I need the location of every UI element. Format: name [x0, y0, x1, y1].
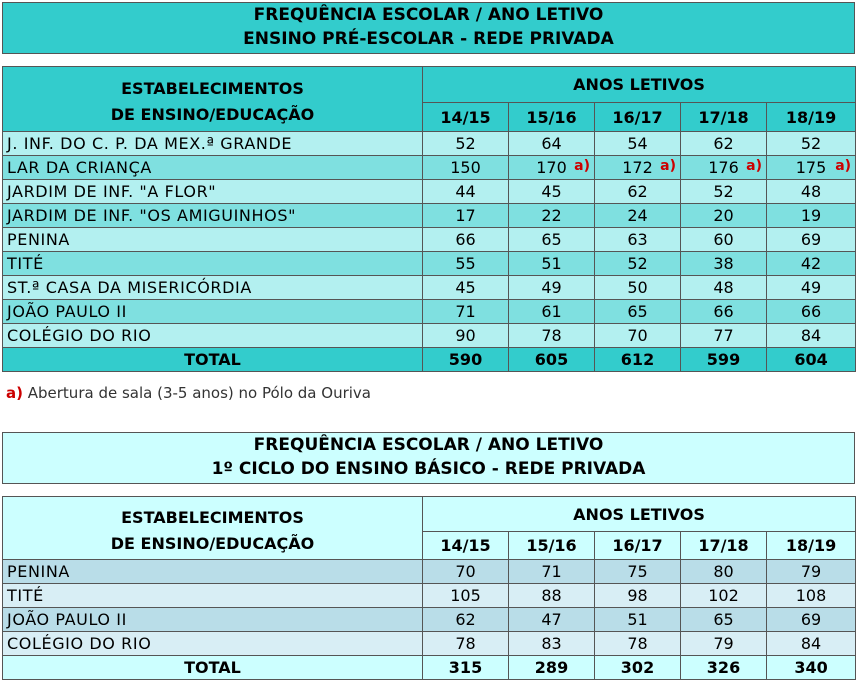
attendance-value-cell	[767, 276, 856, 300]
attendance-value: 62	[455, 610, 476, 629]
attendance-value-wrap	[425, 562, 506, 581]
table1-header-line1: ESTABELECIMENTOS	[121, 79, 304, 98]
total-value: 612	[595, 348, 681, 372]
table1-title-box	[2, 2, 855, 54]
attendance-value: 69	[800, 610, 822, 629]
attendance-value-cell	[767, 180, 856, 204]
table2-header-line1: ESTABELECIMENTOS	[121, 508, 304, 527]
table1-year-header: 18/19	[767, 103, 856, 132]
attendance-value: 48	[800, 182, 822, 201]
attendance-value: 54	[627, 134, 648, 153]
attendance-value: 71	[541, 562, 562, 581]
attendance-value-wrap	[425, 182, 506, 201]
attendance-value-cell	[509, 276, 595, 300]
attendance-value: 66	[713, 302, 734, 321]
attendance-value-wrap	[769, 586, 853, 605]
attendance-value-wrap	[683, 278, 764, 297]
attendance-value-wrap	[425, 158, 506, 177]
table-row	[3, 276, 856, 300]
attendance-value-wrap	[511, 182, 592, 201]
total-value: 605	[509, 348, 595, 372]
attendance-value-wrap	[769, 134, 853, 153]
table-row	[3, 300, 856, 324]
attendance-value-cell	[681, 632, 767, 656]
attendance-value-wrap	[597, 610, 678, 629]
attendance-value-wrap	[683, 206, 764, 225]
attendance-value-cell	[509, 180, 595, 204]
attendance-value-wrap	[425, 278, 506, 297]
attendance-value-wrap	[511, 302, 592, 321]
attendance-value-wrap	[597, 278, 678, 297]
attendance-value-cell	[681, 228, 767, 252]
attendance-value-cell	[681, 204, 767, 228]
attendance-value-wrap	[425, 326, 506, 345]
attendance-value: 98	[627, 586, 648, 605]
attendance-value-cell	[423, 608, 509, 632]
attendance-value-wrap	[425, 206, 506, 225]
attendance-value: 78	[541, 326, 562, 345]
attendance-value-cell	[681, 300, 767, 324]
attendance-value-wrap	[597, 326, 678, 345]
table2-header-school-years: ANOS LETIVOS	[423, 497, 856, 532]
attendance-value-wrap	[597, 134, 678, 153]
attendance-value: 105	[450, 586, 481, 605]
table2-title-box	[2, 432, 855, 484]
attendance-value: 90	[455, 326, 476, 345]
attendance-value-wrap	[683, 134, 764, 153]
attendance-value: 65	[541, 230, 562, 249]
attendance-value-cell	[681, 132, 767, 156]
attendance-value-cell	[681, 324, 767, 348]
attendance-value-wrap	[597, 158, 678, 177]
attendance-value: 83	[541, 634, 562, 653]
attendance-value-wrap	[425, 634, 506, 653]
attendance-value: 84	[800, 634, 822, 653]
establishment-name: TITÉ	[3, 252, 423, 276]
attendance-value: 108	[795, 586, 827, 605]
attendance-value: 52	[713, 182, 734, 201]
attendance-value: 48	[713, 278, 734, 297]
total-value: 599	[681, 348, 767, 372]
attendance-value: 62	[713, 134, 734, 153]
total-row	[3, 348, 856, 372]
establishment-name: LAR DA CRIANÇA	[3, 156, 423, 180]
attendance-value-cell	[423, 252, 509, 276]
attendance-value: 17	[455, 206, 476, 225]
attendance-value-cell	[423, 632, 509, 656]
attendance-value-wrap	[511, 562, 592, 581]
attendance-value: 75	[627, 562, 648, 581]
attendance-value-cell	[423, 156, 509, 180]
attendance-value: 22	[541, 206, 562, 225]
establishment-name: PENINA	[3, 228, 423, 252]
attendance-value: 50	[627, 278, 648, 297]
attendance-value: 78	[455, 634, 476, 653]
attendance-value-cell	[681, 608, 767, 632]
attendance-value-cell	[595, 608, 681, 632]
attendance-value-cell	[595, 252, 681, 276]
attendance-value-wrap	[511, 610, 592, 629]
attendance-value-wrap	[769, 254, 853, 273]
attendance-value: 172	[622, 158, 653, 177]
attendance-value: 80	[713, 562, 734, 581]
attendance-value-cell	[595, 204, 681, 228]
establishment-name: J. INF. DO C. P. DA MEX.ª GRANDE	[3, 132, 423, 156]
attendance-value-wrap	[597, 254, 678, 273]
attendance-value-cell	[767, 300, 856, 324]
attendance-value: 65	[713, 610, 734, 629]
table1-header-line2: DE ENSINO/EDUCAÇÃO	[110, 105, 315, 124]
attendance-value: 62	[627, 182, 648, 201]
establishment-name: TITÉ	[3, 584, 423, 608]
attendance-value: 78	[627, 634, 648, 653]
attendance-value-cell	[509, 156, 595, 180]
table-row	[3, 632, 856, 656]
attendance-value-wrap	[511, 206, 592, 225]
attendance-value-wrap	[683, 230, 764, 249]
table-row	[3, 132, 856, 156]
attendance-value-cell	[595, 560, 681, 584]
attendance-value-cell	[681, 276, 767, 300]
attendance-value-wrap	[769, 206, 853, 225]
total-label: TOTAL	[3, 656, 423, 680]
attendance-value: 45	[541, 182, 562, 201]
total-label: TOTAL	[3, 348, 423, 372]
attendance-value-wrap	[597, 182, 678, 201]
attendance-value-wrap	[597, 586, 678, 605]
attendance-value-cell	[767, 204, 856, 228]
attendance-value: 52	[627, 254, 648, 273]
attendance-value-cell	[595, 180, 681, 204]
attendance-value: 70	[627, 326, 648, 345]
attendance-value-cell	[767, 252, 856, 276]
attendance-value-cell	[423, 228, 509, 252]
attendance-value-wrap	[683, 158, 764, 177]
attendance-value-cell	[595, 324, 681, 348]
attendance-value-wrap	[511, 278, 592, 297]
attendance-value-cell	[509, 632, 595, 656]
establishment-name: PENINA	[3, 560, 423, 584]
total-value: 315	[423, 656, 509, 680]
attendance-value-cell	[681, 180, 767, 204]
table2-title-line1: FREQUÊNCIA ESCOLAR / ANO LETIVO	[253, 435, 604, 455]
table2-header-line2: DE ENSINO/EDUCAÇÃO	[110, 534, 315, 553]
table2-year-header: 14/15	[423, 532, 509, 560]
attendance-value-wrap	[769, 302, 853, 321]
attendance-value-wrap	[511, 326, 592, 345]
attendance-value-wrap	[769, 230, 853, 249]
attendance-value: 66	[455, 230, 476, 249]
attendance-value-cell	[681, 252, 767, 276]
attendance-value-cell	[509, 228, 595, 252]
attendance-value-wrap	[683, 586, 764, 605]
attendance-value: 20	[713, 206, 734, 225]
establishment-name: ST.ª CASA DA MISERICÓRDIA	[3, 276, 423, 300]
attendance-value: 51	[541, 254, 562, 273]
attendance-value-wrap	[769, 278, 853, 297]
attendance-value: 65	[627, 302, 648, 321]
attendance-value-cell	[423, 300, 509, 324]
attendance-value-wrap	[597, 634, 678, 653]
table1-year-header: 17/18	[681, 103, 767, 132]
footnote	[6, 384, 371, 402]
table2-title-line2: 1º CICLO DO ENSINO BÁSICO - REDE PRIVADA	[211, 459, 646, 479]
footnote-reference: a)	[746, 158, 762, 174]
attendance-value-wrap	[597, 302, 678, 321]
attendance-value: 84	[800, 326, 822, 345]
table2-header-establishments	[3, 497, 423, 560]
establishment-name: JOÃO PAULO II	[3, 300, 423, 324]
attendance-value-wrap	[769, 634, 853, 653]
attendance-value-cell	[509, 560, 595, 584]
attendance-value: 77	[713, 326, 734, 345]
table-row	[3, 584, 856, 608]
attendance-value: 61	[541, 302, 562, 321]
attendance-value-wrap	[683, 182, 764, 201]
attendance-value-wrap	[683, 326, 764, 345]
table2-year-header: 16/17	[595, 532, 681, 560]
attendance-value: 175	[795, 158, 827, 177]
attendance-value-wrap	[683, 610, 764, 629]
attendance-value: 70	[455, 562, 476, 581]
attendance-value-wrap	[769, 326, 853, 345]
attendance-value-wrap	[425, 134, 506, 153]
attendance-value: 64	[541, 134, 562, 153]
table-row	[3, 204, 856, 228]
table1-header-establishments	[3, 67, 423, 132]
footnote-mark: a)	[6, 384, 23, 402]
total-value: 302	[595, 656, 681, 680]
attendance-value-cell	[509, 300, 595, 324]
establishment-name: COLÉGIO DO RIO	[3, 632, 423, 656]
attendance-value-wrap	[769, 562, 853, 581]
attendance-value-wrap	[683, 302, 764, 321]
attendance-value-cell	[767, 608, 856, 632]
attendance-value-cell	[767, 584, 856, 608]
attendance-value: 45	[455, 278, 476, 297]
attendance-value-cell	[509, 584, 595, 608]
establishment-name: JOÃO PAULO II	[3, 608, 423, 632]
attendance-value-cell	[509, 324, 595, 348]
attendance-value-wrap	[425, 610, 506, 629]
total-value: 604	[767, 348, 856, 372]
attendance-value-cell	[509, 252, 595, 276]
attendance-value-cell	[509, 132, 595, 156]
table-row	[3, 324, 856, 348]
table-row	[3, 560, 856, 584]
establishment-name: COLÉGIO DO RIO	[3, 324, 423, 348]
attendance-value-wrap	[425, 230, 506, 249]
attendance-value-wrap	[511, 158, 592, 177]
table-row	[3, 180, 856, 204]
establishment-name: JARDIM DE INF. "OS AMIGUINHOS"	[3, 204, 423, 228]
total-value: 326	[681, 656, 767, 680]
attendance-value: 19	[800, 206, 822, 225]
footnote-text: Abertura de sala (3-5 anos) no Pólo da Ouriva	[22, 384, 371, 402]
attendance-value-wrap	[683, 634, 764, 653]
table1-title-line2: ENSINO PRÉ-ESCOLAR - REDE PRIVADA	[243, 29, 614, 49]
attendance-value: 38	[713, 254, 734, 273]
total-value: 590	[423, 348, 509, 372]
table2-year-header: 18/19	[767, 532, 856, 560]
attendance-value-wrap	[683, 254, 764, 273]
attendance-value-cell	[767, 228, 856, 252]
attendance-value-cell	[595, 584, 681, 608]
attendance-value: 42	[800, 254, 822, 273]
attendance-value: 79	[800, 562, 822, 581]
attendance-value-cell	[423, 180, 509, 204]
attendance-value-cell	[595, 156, 681, 180]
attendance-value-wrap	[425, 254, 506, 273]
attendance-value: 88	[541, 586, 562, 605]
table1-year-header: 16/17	[595, 103, 681, 132]
attendance-value-cell	[681, 584, 767, 608]
attendance-value: 79	[713, 634, 734, 653]
attendance-value: 47	[541, 610, 562, 629]
attendance-value-cell	[595, 276, 681, 300]
attendance-value-cell	[595, 300, 681, 324]
attendance-value: 52	[455, 134, 476, 153]
attendance-value-cell	[767, 156, 856, 180]
attendance-value-cell	[509, 204, 595, 228]
attendance-value: 55	[455, 254, 476, 273]
table-row	[3, 252, 856, 276]
attendance-value-wrap	[511, 634, 592, 653]
attendance-value-wrap	[769, 610, 853, 629]
attendance-value-wrap	[425, 586, 506, 605]
attendance-value-wrap	[597, 206, 678, 225]
total-row	[3, 656, 856, 680]
table2-year-header: 17/18	[681, 532, 767, 560]
attendance-value: 102	[708, 586, 739, 605]
attendance-value-wrap	[769, 182, 853, 201]
table1-title-line1: FREQUÊNCIA ESCOLAR / ANO LETIVO	[253, 5, 604, 25]
attendance-value-wrap	[425, 302, 506, 321]
attendance-value-cell	[423, 324, 509, 348]
table1-header-school-years: ANOS LETIVOS	[423, 67, 856, 103]
attendance-value: 49	[541, 278, 562, 297]
attendance-value-cell	[595, 632, 681, 656]
attendance-value-cell	[423, 204, 509, 228]
attendance-value-wrap	[769, 158, 853, 177]
attendance-value-cell	[767, 560, 856, 584]
attendance-value: 60	[713, 230, 734, 249]
attendance-value: 71	[455, 302, 476, 321]
attendance-value-cell	[595, 132, 681, 156]
attendance-value-cell	[767, 132, 856, 156]
attendance-value-cell	[681, 156, 767, 180]
attendance-value-cell	[423, 276, 509, 300]
attendance-value-cell	[423, 132, 509, 156]
table1-year-header: 14/15	[423, 103, 509, 132]
attendance-value: 44	[455, 182, 476, 201]
attendance-value: 176	[708, 158, 739, 177]
total-value: 289	[509, 656, 595, 680]
attendance-value-cell	[767, 632, 856, 656]
attendance-value-wrap	[511, 134, 592, 153]
total-value: 340	[767, 656, 856, 680]
attendance-value-cell	[767, 324, 856, 348]
attendance-value: 66	[800, 302, 822, 321]
table-row	[3, 228, 856, 252]
attendance-value: 51	[627, 610, 648, 629]
attendance-value-cell	[423, 560, 509, 584]
attendance-value: 24	[627, 206, 648, 225]
attendance-value-cell	[509, 608, 595, 632]
attendance-value-cell	[595, 228, 681, 252]
primary-school-attendance-table	[2, 496, 856, 680]
attendance-value-wrap	[511, 586, 592, 605]
footnote-reference: a)	[574, 158, 590, 174]
preschool-attendance-table	[2, 66, 856, 372]
attendance-value-cell	[681, 560, 767, 584]
attendance-value-wrap	[511, 230, 592, 249]
establishment-name: JARDIM DE INF. "A FLOR"	[3, 180, 423, 204]
table2-year-header: 15/16	[509, 532, 595, 560]
attendance-value-wrap	[597, 562, 678, 581]
table-row	[3, 156, 856, 180]
attendance-value: 170	[536, 158, 567, 177]
table1-year-header: 15/16	[509, 103, 595, 132]
footnote-reference: a)	[660, 158, 676, 174]
attendance-value: 150	[450, 158, 481, 177]
attendance-value: 49	[800, 278, 822, 297]
attendance-value-wrap	[511, 254, 592, 273]
attendance-value: 52	[800, 134, 822, 153]
footnote-reference: a)	[835, 158, 852, 174]
attendance-value-wrap	[683, 562, 764, 581]
attendance-value: 69	[800, 230, 822, 249]
attendance-value: 63	[627, 230, 648, 249]
table-row	[3, 608, 856, 632]
attendance-value-cell	[423, 584, 509, 608]
attendance-value-wrap	[597, 230, 678, 249]
